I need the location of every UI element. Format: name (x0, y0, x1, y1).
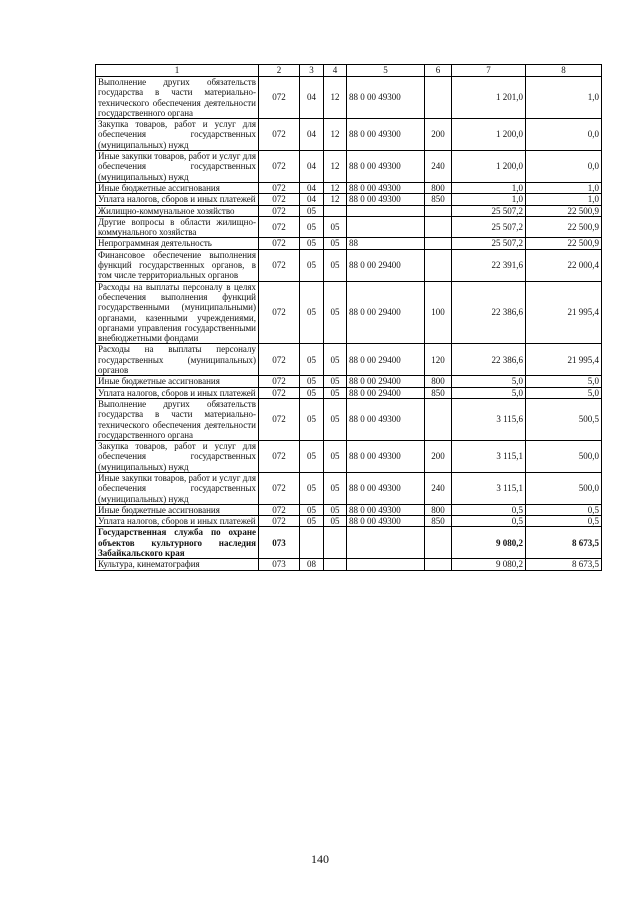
row-amount-cell: 9 080,2 (452, 559, 526, 570)
table-row (96, 281, 602, 344)
row-section-cell: 04 (300, 194, 324, 205)
row-target-article-cell: 88 0 00 49300 (347, 194, 425, 205)
table-row (96, 249, 602, 281)
row-name-cell: Уплата налогов, сборов и иных платежей (96, 194, 259, 205)
row-amount-cell: 1,0 (452, 182, 526, 193)
row-amount-executed-cell: 8 673,5 (526, 527, 602, 559)
row-target-article-cell: 88 0 00 29400 (347, 376, 425, 387)
row-name-cell: Непрограммная деятельность (96, 238, 259, 249)
table-row (96, 216, 602, 238)
row-target-article-cell (347, 559, 425, 570)
row-section-cell: 05 (300, 205, 324, 216)
row-expense-type-cell: 100 (425, 281, 452, 344)
row-name-cell: Выполнение других обязательств государства в части материально-технического обеспечения деятельности государственного органа (96, 77, 259, 119)
table-row (96, 441, 602, 473)
row-target-article-cell: 88 0 00 49300 (347, 472, 425, 504)
row-name-cell: Иные бюджетные ассигнования (96, 376, 259, 387)
row-ministry-cell: 072 (259, 216, 300, 238)
header-cell: 8 (526, 65, 602, 77)
row-ministry-cell: 072 (259, 281, 300, 344)
row-ministry-cell: 072 (259, 249, 300, 281)
row-amount-executed-cell: 500,0 (526, 441, 602, 473)
row-amount-executed-cell: 0,5 (526, 516, 602, 527)
row-target-article-cell (347, 527, 425, 559)
budget-table (95, 64, 602, 571)
row-ministry-cell: 072 (259, 398, 300, 440)
row-ministry-cell: 073 (259, 559, 300, 570)
row-section-cell: 05 (300, 516, 324, 527)
row-expense-type-cell: 850 (425, 516, 452, 527)
row-subsection-cell: 05 (324, 238, 347, 249)
row-amount-cell: 1 200,0 (452, 151, 526, 183)
row-amount-cell: 22 391,6 (452, 249, 526, 281)
row-ministry-cell: 072 (259, 472, 300, 504)
table-row (96, 398, 602, 440)
row-section-cell: 05 (300, 238, 324, 249)
row-name-cell: Иные бюджетные ассигнования (96, 182, 259, 193)
row-name-cell: Уплата налогов, сборов и иных платежей (96, 387, 259, 398)
row-subsection-cell (324, 527, 347, 559)
row-subsection-cell: 05 (324, 441, 347, 473)
row-name-cell: Закупка товаров, работ и услуг для обеспечения государственных (муниципальных) нужд (96, 441, 259, 473)
row-amount-cell: 5,0 (452, 376, 526, 387)
row-amount-cell: 5,0 (452, 387, 526, 398)
row-section-cell: 04 (300, 182, 324, 193)
row-name-cell: Жилищно-коммунальное хозяйство (96, 205, 259, 216)
table-row (96, 516, 602, 527)
row-ministry-cell: 072 (259, 516, 300, 527)
header-cell: 3 (300, 65, 324, 77)
header-row (96, 65, 602, 77)
row-amount-executed-cell: 5,0 (526, 387, 602, 398)
row-name-cell: Иные закупки товаров, работ и услуг для обеспечения государственных (муниципальных) нужд (96, 472, 259, 504)
row-target-article-cell: 88 0 00 49300 (347, 119, 425, 151)
row-amount-executed-cell: 0,5 (526, 504, 602, 515)
row-ministry-cell: 072 (259, 387, 300, 398)
row-expense-type-cell (425, 77, 452, 119)
row-subsection-cell: 12 (324, 119, 347, 151)
row-ministry-cell: 073 (259, 527, 300, 559)
row-expense-type-cell: 800 (425, 182, 452, 193)
row-subsection-cell: 12 (324, 77, 347, 119)
row-amount-cell: 1 200,0 (452, 119, 526, 151)
row-subsection-cell: 05 (324, 344, 347, 376)
table-row (96, 182, 602, 193)
row-section-cell: 05 (300, 387, 324, 398)
row-amount-executed-cell: 22 500,9 (526, 216, 602, 238)
row-section-cell: 08 (300, 559, 324, 570)
row-target-article-cell: 88 0 00 49300 (347, 504, 425, 515)
row-expense-type-cell: 240 (425, 472, 452, 504)
header-cell: 1 (96, 65, 259, 77)
row-subsection-cell: 05 (324, 516, 347, 527)
row-amount-executed-cell: 8 673,5 (526, 559, 602, 570)
row-ministry-cell: 072 (259, 151, 300, 183)
row-subsection-cell: 05 (324, 281, 347, 344)
row-expense-type-cell (425, 216, 452, 238)
row-section-cell: 05 (300, 376, 324, 387)
row-amount-executed-cell: 500,5 (526, 398, 602, 440)
row-target-article-cell: 88 0 00 49300 (347, 151, 425, 183)
row-name-cell: Выполнение других обязательств государства в части материально-технического обеспечения деятельности государственного органа (96, 398, 259, 440)
table-row (96, 77, 602, 119)
row-expense-type-cell (425, 249, 452, 281)
row-expense-type-cell (425, 205, 452, 216)
row-amount-executed-cell: 22 000,4 (526, 249, 602, 281)
row-expense-type-cell: 200 (425, 119, 452, 151)
row-subsection-cell: 05 (324, 216, 347, 238)
row-section-cell: 05 (300, 216, 324, 238)
row-target-article-cell: 88 0 00 29400 (347, 249, 425, 281)
row-target-article-cell: 88 0 00 29400 (347, 387, 425, 398)
row-name-cell: Иные бюджетные ассигнования (96, 504, 259, 515)
row-amount-cell: 1,0 (452, 194, 526, 205)
table-row (96, 194, 602, 205)
row-subsection-cell (324, 205, 347, 216)
row-section-cell: 04 (300, 151, 324, 183)
row-target-article-cell (347, 205, 425, 216)
row-target-article-cell: 88 0 00 49300 (347, 441, 425, 473)
header-cell: 2 (259, 65, 300, 77)
row-name-cell: Культура, кинематография (96, 559, 259, 570)
row-expense-type-cell (425, 559, 452, 570)
header-cell: 7 (452, 65, 526, 77)
table-row (96, 387, 602, 398)
row-subsection-cell: 05 (324, 387, 347, 398)
row-expense-type-cell (425, 238, 452, 249)
page-number: 140 (311, 852, 329, 866)
row-expense-type-cell: 850 (425, 194, 452, 205)
table-row (96, 238, 602, 249)
row-target-article-cell: 88 0 00 29400 (347, 281, 425, 344)
row-section-cell: 05 (300, 398, 324, 440)
header-cell: 5 (347, 65, 425, 77)
row-ministry-cell: 072 (259, 376, 300, 387)
row-amount-cell: 3 115,6 (452, 398, 526, 440)
table-row (96, 119, 602, 151)
row-subsection-cell: 05 (324, 398, 347, 440)
row-expense-type-cell: 800 (425, 376, 452, 387)
table-row (96, 151, 602, 183)
row-amount-cell: 25 507,2 (452, 205, 526, 216)
row-target-article-cell: 88 0 00 49300 (347, 398, 425, 440)
row-amount-executed-cell: 22 500,9 (526, 238, 602, 249)
row-ministry-cell: 072 (259, 441, 300, 473)
row-ministry-cell: 072 (259, 238, 300, 249)
row-section-cell: 05 (300, 344, 324, 376)
row-target-article-cell: 88 0 00 49300 (347, 77, 425, 119)
table-row (96, 504, 602, 515)
row-section-cell: 04 (300, 77, 324, 119)
row-ministry-cell: 072 (259, 182, 300, 193)
row-expense-type-cell: 200 (425, 441, 452, 473)
table-row (96, 559, 602, 570)
row-ministry-cell: 072 (259, 119, 300, 151)
row-subsection-cell: 05 (324, 504, 347, 515)
row-amount-executed-cell: 1,0 (526, 77, 602, 119)
table-row (96, 472, 602, 504)
row-section-cell: 05 (300, 281, 324, 344)
row-expense-type-cell (425, 398, 452, 440)
row-amount-cell: 25 507,2 (452, 216, 526, 238)
row-subsection-cell (324, 559, 347, 570)
row-target-article-cell: 88 0 00 49300 (347, 182, 425, 193)
row-amount-executed-cell: 1,0 (526, 182, 602, 193)
row-amount-executed-cell: 1,0 (526, 194, 602, 205)
row-name-cell: Уплата налогов, сборов и иных платежей (96, 516, 259, 527)
row-ministry-cell: 072 (259, 344, 300, 376)
row-amount-cell: 3 115,1 (452, 441, 526, 473)
row-amount-executed-cell: 21 995,4 (526, 281, 602, 344)
row-target-article-cell: 88 (347, 238, 425, 249)
row-ministry-cell: 072 (259, 194, 300, 205)
row-target-article-cell: 88 0 00 49300 (347, 516, 425, 527)
row-expense-type-cell: 240 (425, 151, 452, 183)
row-ministry-cell: 072 (259, 504, 300, 515)
row-subsection-cell: 12 (324, 194, 347, 205)
header-cell: 4 (324, 65, 347, 77)
row-expense-type-cell: 120 (425, 344, 452, 376)
row-name-cell: Закупка товаров, работ и услуг для обеспечения государственных (муниципальных) нужд (96, 119, 259, 151)
row-target-article-cell: 88 0 00 29400 (347, 344, 425, 376)
table-row (96, 527, 602, 559)
row-subsection-cell: 12 (324, 182, 347, 193)
table-row (96, 344, 602, 376)
row-amount-executed-cell: 21 995,4 (526, 344, 602, 376)
row-section-cell: 04 (300, 119, 324, 151)
row-amount-cell: 0,5 (452, 516, 526, 527)
row-amount-cell: 9 080,2 (452, 527, 526, 559)
row-amount-cell: 25 507,2 (452, 238, 526, 249)
row-expense-type-cell: 850 (425, 387, 452, 398)
row-ministry-cell: 072 (259, 77, 300, 119)
row-name-cell: Расходы на выплаты персоналу государственных (муниципальных) органов (96, 344, 259, 376)
row-section-cell: 05 (300, 441, 324, 473)
row-amount-cell: 22 386,6 (452, 344, 526, 376)
row-subsection-cell: 05 (324, 249, 347, 281)
row-amount-executed-cell: 5,0 (526, 376, 602, 387)
row-subsection-cell: 12 (324, 151, 347, 183)
row-name-cell: Иные закупки товаров, работ и услуг для обеспечения государственных (муниципальных) нужд (96, 151, 259, 183)
row-section-cell: 05 (300, 249, 324, 281)
row-amount-executed-cell: 0,0 (526, 151, 602, 183)
row-name-cell: Финансовое обеспечение выполнения функций государственных органов, в том числе территориальных органов (96, 249, 259, 281)
row-amount-executed-cell: 500,0 (526, 472, 602, 504)
row-amount-cell: 1 201,0 (452, 77, 526, 119)
row-section-cell (300, 527, 324, 559)
row-section-cell: 05 (300, 472, 324, 504)
row-name-cell: Государственная служба по охране объектов культурного наследия Забайкальского края (96, 527, 259, 559)
row-expense-type-cell (425, 527, 452, 559)
row-ministry-cell: 072 (259, 205, 300, 216)
row-expense-type-cell: 800 (425, 504, 452, 515)
row-amount-executed-cell: 0,0 (526, 119, 602, 151)
row-amount-cell: 0,5 (452, 504, 526, 515)
row-amount-cell: 3 115,1 (452, 472, 526, 504)
row-name-cell: Другие вопросы в области жилищно-коммунального хозяйства (96, 216, 259, 238)
row-subsection-cell: 05 (324, 376, 347, 387)
row-section-cell: 05 (300, 504, 324, 515)
row-amount-executed-cell: 22 500,9 (526, 205, 602, 216)
table-row (96, 205, 602, 216)
row-target-article-cell (347, 216, 425, 238)
row-name-cell: Расходы на выплаты персоналу в целях обеспечения выполнения функций государственными (муниципальными) органами, казенными учреждениями, органами управления государственными внебюджетными фондами (96, 281, 259, 344)
table-row (96, 376, 602, 387)
row-subsection-cell: 05 (324, 472, 347, 504)
row-amount-cell: 22 386,6 (452, 281, 526, 344)
header-cell: 6 (425, 65, 452, 77)
